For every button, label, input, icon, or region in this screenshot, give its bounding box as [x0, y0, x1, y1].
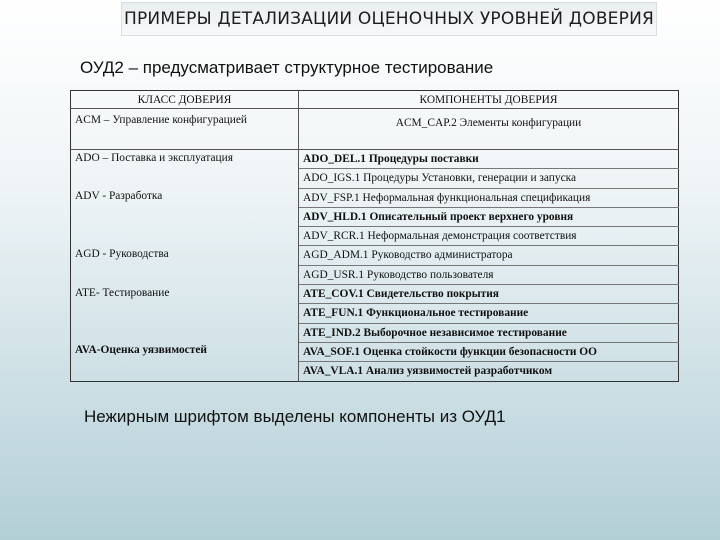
component-cell: ATE_COV.1 Свидетельство покрытия [299, 285, 679, 304]
assurance-table [70, 90, 679, 382]
table-header-row [71, 91, 679, 109]
component-cell: ADO_IGS.1 Процедуры Установки, генерации и запуска [299, 169, 679, 188]
table-row [71, 150, 679, 169]
component-cell: ADO_DEL.1 Процедуры поставки [299, 150, 679, 169]
slide-title-bar [121, 2, 657, 36]
header-components: КОМПОНЕНТЫ ДОВЕРИЯ [299, 91, 679, 109]
class-cell-ate: ATE- Тестирование [71, 285, 299, 343]
slide-subtitle: ОУД2 – предусматривает структурное тестирование [80, 58, 494, 77]
slide-title: ПРИМЕРЫ ДЕТАЛИЗАЦИИ ОЦЕНОЧНЫХ УРОВНЕЙ ДОВЕРИЯ [123, 9, 655, 29]
component-cell: AVA_VLA.1 Анализ уязвимостей разработчиком [303, 365, 553, 378]
component-cell: AGD_ADM.1 Руководство администратора [299, 246, 679, 265]
header-class: КЛАСС ДОВЕРИЯ [71, 91, 299, 109]
footnote: Нежирным шрифтом выделены компоненты из ОУД1 [84, 407, 506, 426]
component-cell-acm: ACM_CAP.2 Элементы конфигурации [299, 109, 679, 150]
table-row [71, 285, 679, 304]
component-cell: AVA_SOF.1 Оценка стойкости функции безопасности ОО [299, 342, 679, 361]
component-cell: ATE_FUN.1 Функциональное тестирование [299, 304, 679, 323]
component-cell: ADV_RCR.1 Неформальная демонстрация соответствия [299, 227, 679, 246]
class-cell-acm: ACM – Управление конфигурацией [71, 109, 299, 150]
component-cell: ATE_IND.2 Выборочное независимое тестирование [299, 323, 679, 342]
table-row [71, 246, 679, 265]
class-cell-adv: ADV - Разработка [71, 188, 299, 246]
table-row [71, 109, 679, 150]
component-cell: ADV_HLD.1 Описательный проект верхнего уровня [299, 207, 679, 226]
component-cell: ADV_FSP.1 Неформальная функциональная спецификация [299, 188, 679, 207]
component-cell: AGD_USR.1 Руководство пользователя [299, 265, 679, 284]
table-row [71, 342, 679, 361]
class-cell-agd: AGD - Руководства [71, 246, 299, 285]
class-cell-ado: ADO – Поставка и эксплуатация [71, 150, 299, 189]
class-cell-ava: AVA-Оценка уязвимостей [71, 342, 299, 381]
table-row [71, 188, 679, 207]
